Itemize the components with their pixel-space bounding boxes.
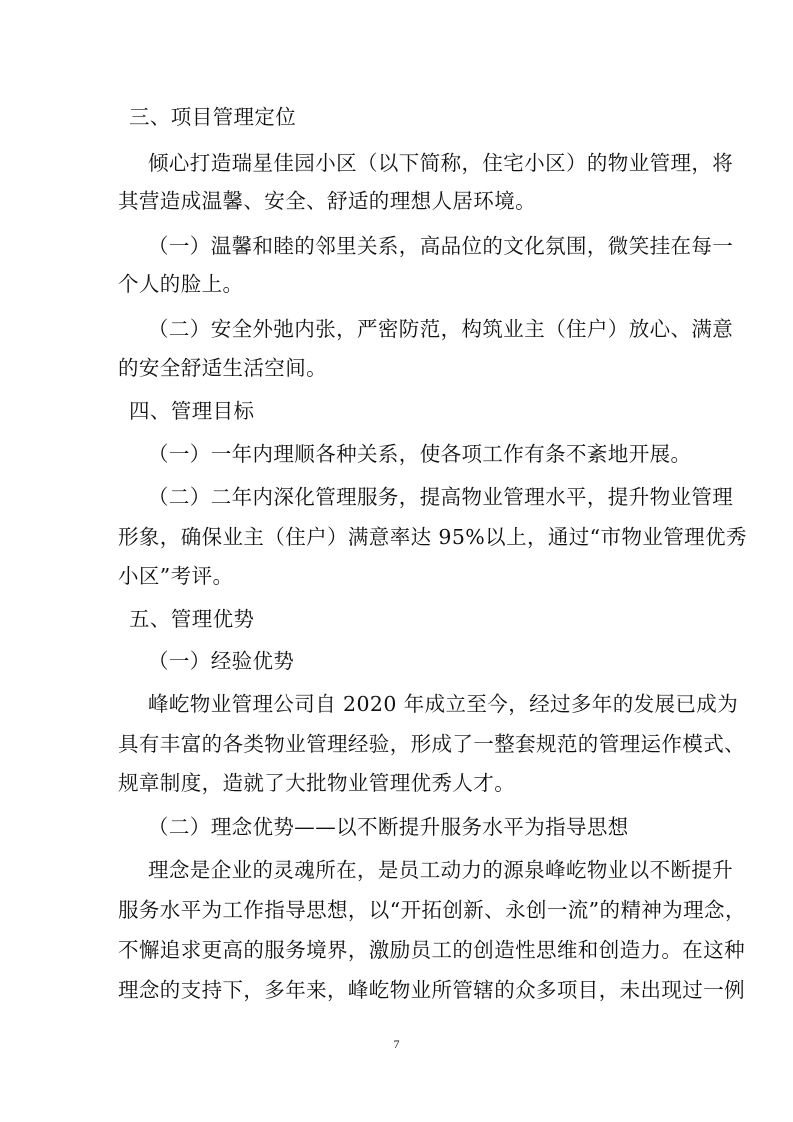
paragraph-line: 其营造成温馨、安全、舒适的理想人居环境。 bbox=[118, 189, 536, 213]
subheading-experience-advantage: （一）经验优势 bbox=[148, 649, 295, 673]
paragraph-line: （一）一年内理顺各种关系，使各项工作有条不紊地开展。 bbox=[148, 442, 692, 466]
paragraph-line: （二）安全外弛内张，严密防范，构筑业主（住户）放心、满意 bbox=[148, 317, 734, 341]
paragraph-line: 倾心打造瑞星佳园小区（以下简称，住宅小区）的物业管理，将 bbox=[148, 151, 734, 175]
paragraph-line: 规章制度，造就了大批物业管理优秀人才。 bbox=[118, 771, 516, 795]
paragraph-line: 理念是企业的灵魂所在，是员工动力的源泉峰屹物业以不断提升 bbox=[148, 858, 734, 882]
paragraph-line: （二）二年内深化管理服务，提高物业管理水平，提升物业管理 bbox=[148, 485, 734, 509]
paragraph-line: 理念的支持下，多年来，峰屹物业所管辖的众多项目，未出现过一例 bbox=[118, 978, 745, 1002]
section-heading-management-goals: 四、管理目标 bbox=[129, 399, 255, 423]
section-heading-project-positioning: 三、项目管理定位 bbox=[129, 105, 297, 129]
page-number: 7 bbox=[393, 1037, 400, 1051]
paragraph-line: 个人的脸上。 bbox=[118, 272, 244, 296]
subheading-philosophy-advantage: （二）理念优势——以不断提升服务水平为指导思想 bbox=[148, 815, 629, 839]
paragraph-line: （一）温馨和睦的邻里关系，高品位的文化氛围，微笑挂在每一 bbox=[148, 234, 734, 258]
paragraph-line: 不懈追求更高的服务境界，激励员工的创造性思维和创造力。在这种 bbox=[118, 938, 745, 962]
paragraph-line: 形象，确保业主（住户）满意率达 95%以上，通过“市物业管理优秀 bbox=[118, 525, 747, 549]
paragraph-line: 峰屹物业管理公司自 2020 年成立至今，经过多年的发展已成为 bbox=[148, 692, 739, 716]
paragraph-line: 具有丰富的各类物业管理经验，形成了一整套规范的管理运作模式、 bbox=[118, 732, 745, 756]
paragraph-line: 的安全舒适生活空间。 bbox=[118, 356, 327, 380]
paragraph-line: 服务水平为工作指导思想，以“开拓创新、永创一流”的精神为理念， bbox=[118, 898, 746, 922]
section-heading-management-advantages: 五、管理优势 bbox=[129, 607, 255, 631]
paragraph-line: 小区”考评。 bbox=[118, 564, 234, 588]
